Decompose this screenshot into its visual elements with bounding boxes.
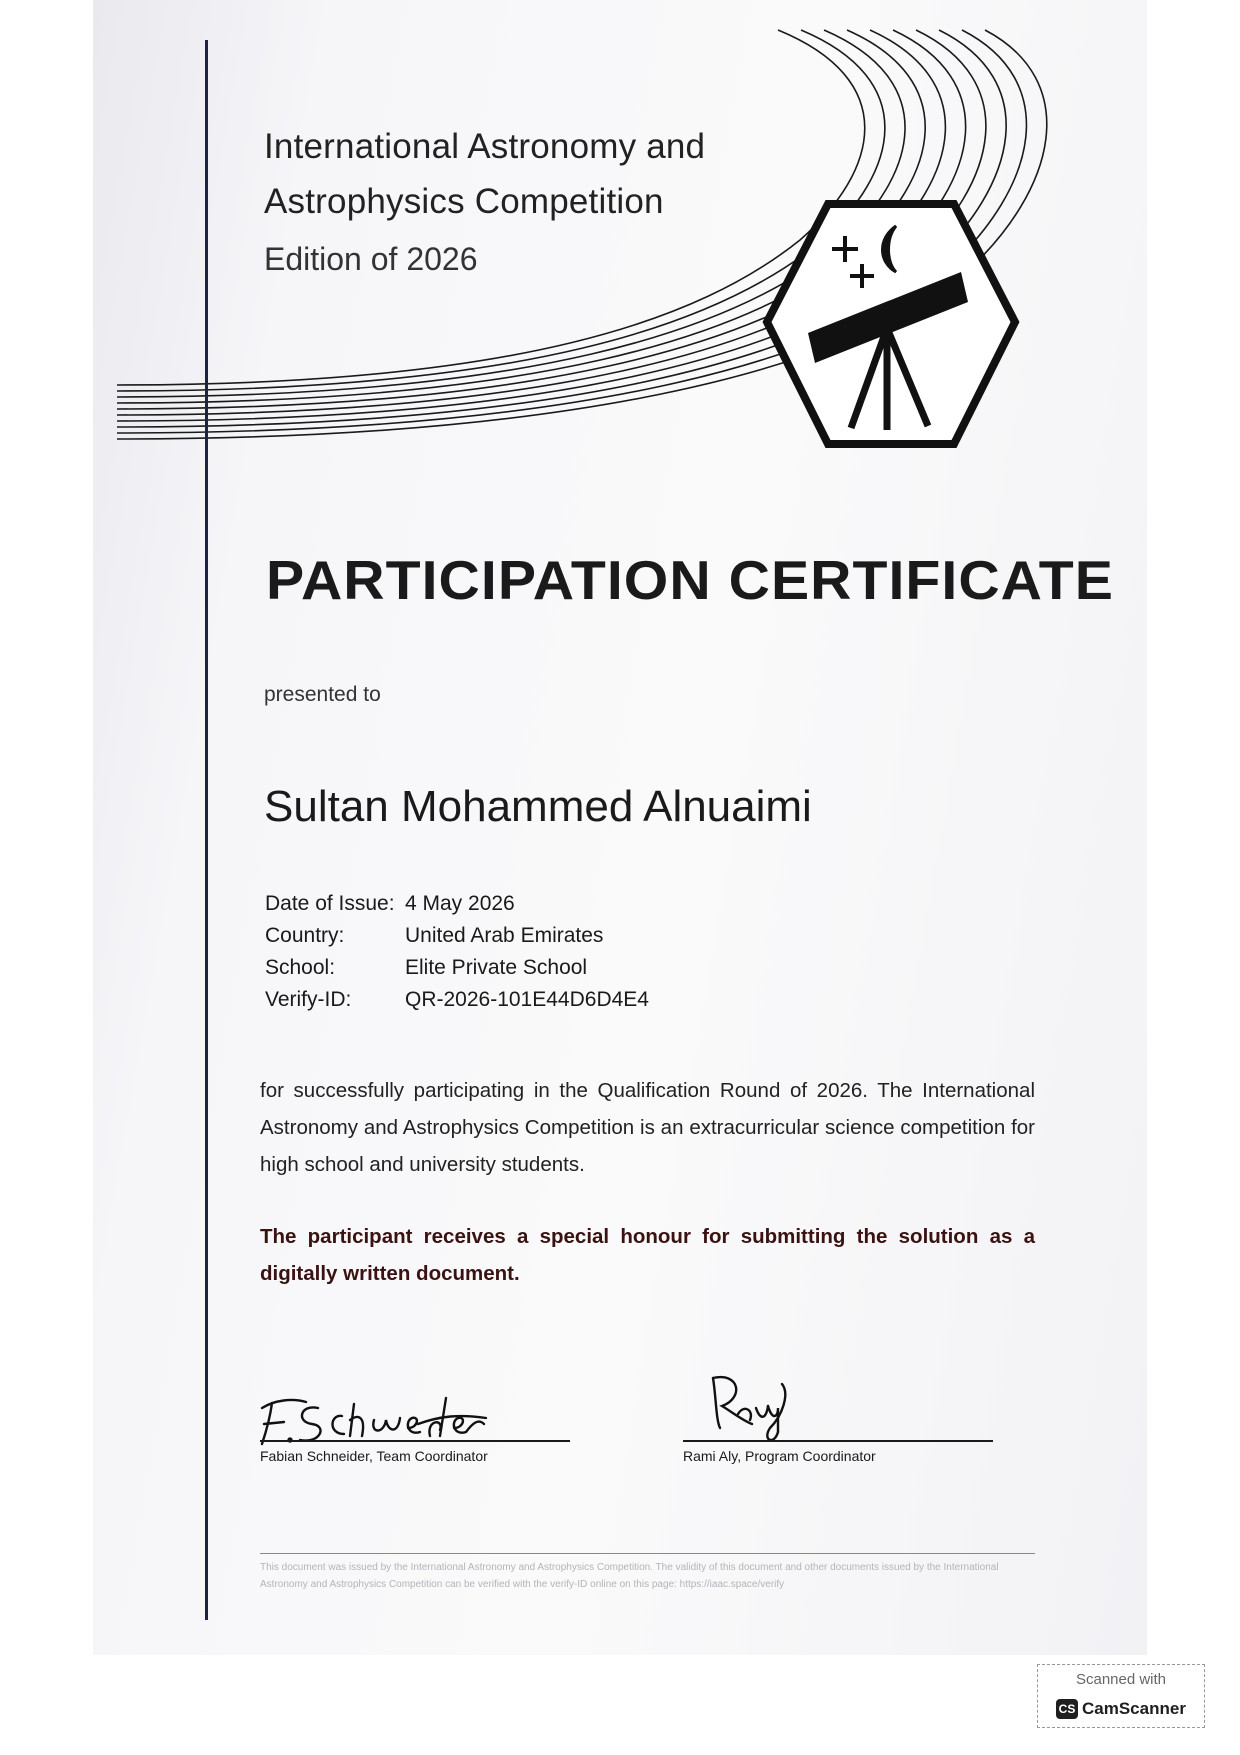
signature-line-right — [683, 1440, 993, 1442]
detail-label-verify-id: Verify-ID: — [265, 988, 352, 1011]
presented-to-label: presented to — [264, 683, 381, 706]
signature-schneider — [262, 1398, 486, 1444]
footer-divider — [260, 1553, 1035, 1554]
special-honour-note: The participant receives a special honour for submitting the solution as a digitally written document. — [260, 1225, 1035, 1285]
camscanner-logo-icon: CS — [1056, 1699, 1078, 1719]
edition-label: Edition of 2026 — [264, 241, 478, 277]
detail-label-school: School: — [265, 956, 336, 979]
recipient-name: Sultan Mohammed Alnuaimi — [264, 782, 812, 831]
certificate-title: PARTICIPATION CERTIFICATE — [266, 549, 1114, 611]
participation-description: for successfully participating in the Qualification Round of 2026. The International Astronomy and Astrophysics Competition is an extracurricular science competition for high school and university students. — [260, 1079, 1035, 1176]
camscanner-badge — [1037, 1664, 1205, 1728]
detail-value-country: United Arab Emirates — [405, 924, 604, 947]
camscanner-name: CamScanner — [1082, 1699, 1186, 1718]
signature-caption-right: Rami Aly, Program Coordinator — [683, 1448, 876, 1464]
scanned-with-label: Scanned with — [1075, 1671, 1167, 1688]
detail-label-date: Date of Issue: — [265, 892, 395, 915]
detail-value-date: 4 May 2026 — [405, 892, 515, 915]
organization-name-line1: International Astronomy and — [264, 127, 706, 166]
organization-name-line2: Astrophysics Competition — [264, 182, 664, 221]
verification-footer: This document was issued by the International Astronomy and Astrophysics Competition. The validity of this document and other documents issued by the International Astronomy and Astrophysics Competition can be verified with the verify-ID online on this page: https://iaac.space/verify — [260, 1562, 999, 1590]
detail-value-school: Elite Private School — [405, 956, 588, 979]
signature-caption-left: Fabian Schneider, Team Coordinator — [260, 1448, 488, 1464]
signature-line-left — [260, 1440, 570, 1442]
detail-value-verify-id: QR-2026-101E44D6D4E4 — [405, 988, 649, 1011]
signature-aly — [713, 1377, 785, 1440]
detail-label-country: Country: — [265, 924, 345, 947]
